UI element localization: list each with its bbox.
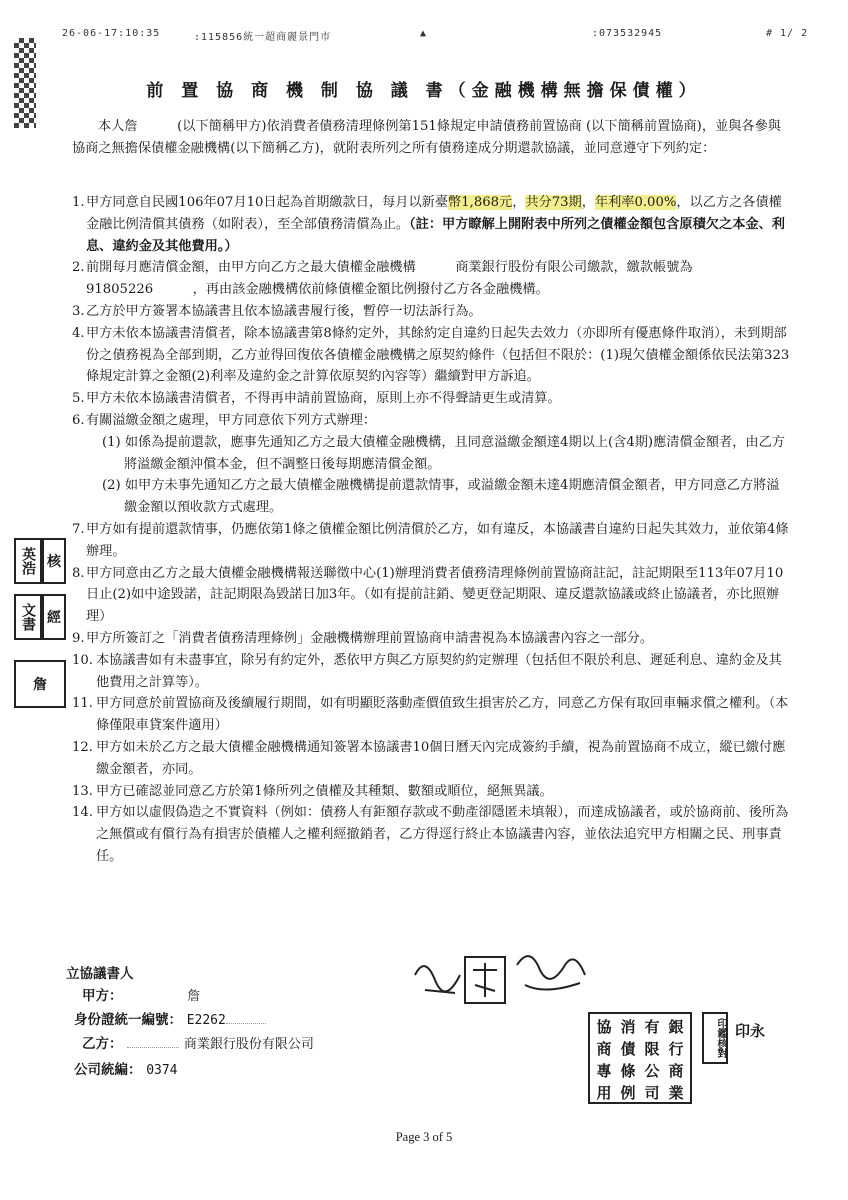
clause-number: 13.: [72, 783, 93, 799]
signature-heading: 立協議書人: [66, 966, 134, 982]
page-footer: Page 3 of 5: [395, 1130, 453, 1144]
seal-char: 公: [644, 1062, 660, 1080]
margin-stamp: 經: [42, 594, 66, 640]
verification-stamp: 印鑑核對: [702, 1012, 728, 1064]
clause-item: [72, 257, 790, 301]
id-row: [74, 1008, 266, 1028]
fax-sender: :115856統一超商麗景門市: [194, 32, 332, 43]
margin-stamps: [6, 538, 66, 718]
clause-number: 6.: [72, 412, 85, 428]
clause-item: [72, 781, 790, 803]
fax-number: :073532945: [592, 28, 663, 39]
seal-column: [664, 1016, 688, 1104]
clause-text: 甲方所簽訂之「消費者債務清理條例」金融機構辦理前置協商申請書視為本協議書內容之一部分。: [86, 630, 654, 646]
clause-number: 8.: [72, 565, 85, 581]
fax-timestamp: 26-06-17:10:35: [62, 28, 161, 39]
clause-item: [72, 628, 790, 650]
company-id-row: [74, 1058, 178, 1078]
clause-item: [72, 802, 790, 867]
margin-stamp: 詹: [14, 660, 66, 708]
clause-list: [72, 192, 790, 868]
handwritten-signature: [405, 935, 605, 1015]
highlight-rate: 年利率0.00%: [594, 195, 677, 210]
clause-text: 前開每月應清償金額，由甲方向乙方之最大債權金融機構 商業銀行股份有限公司繳款，繳款帳號為91805226 ，再由該金融機構依前條債權金額比例撥付乙方各金融機構。: [86, 260, 693, 298]
document-title: 前 置 協 商 機 制 協 議 書（金融機構無擔保債權）: [146, 81, 702, 101]
seal-char: 債: [620, 1040, 636, 1058]
clause-item: [72, 301, 790, 323]
clause-number: 7.: [72, 521, 85, 537]
company-id-label: 公司統編：: [74, 1062, 142, 1078]
clause-text: 甲方同意於前置協商及後續履行期間，如有明顯貶落動產價值致生損害於乙方，同意乙方保有取回車輛求償之權利。（本條僅限車貸案件適用）: [96, 696, 789, 734]
clause-item: [72, 563, 790, 628]
bank-seal-stamp: [588, 1012, 692, 1104]
clause-item: [72, 693, 790, 737]
clause-text: 甲方已確認並同意乙方於第1條所列之債權及其種類、數額或順位，絕無異議。: [96, 783, 553, 799]
clause-number: 14.: [72, 805, 93, 821]
party-a-label: 甲方：: [82, 988, 123, 1004]
clause-1-note: （註：甲方瞭解上開附表中所列之債權金額包含原積欠之本金、利息、違約金及其他費用。）: [86, 216, 785, 254]
party-b-value: 商業銀行股份有限公司: [183, 1037, 314, 1052]
clause-text: 甲方同意由乙方之最大債權金融機構報送聯徵中心(1)辦理消費者債務清理條例前置協商註記，註記期限至113年07月10日止(2)如中途毀諾，註記期限為毀諾日加3年。（如有提前註銷、變更登記期限、違反還款協議或終止協議者，亦比照辦理）: [86, 565, 784, 625]
seal-char: 行: [668, 1040, 684, 1058]
highlight-amount: 幣1,868元: [448, 195, 513, 210]
clause-6-subitem: (1) 如係為提前還款，應事先通知乙方之最大債權金融機構，且同意溢繳金額達4期以上(含4期)應清償金額者，由乙方將溢繳金額沖償本金，但不調整日後每期應清償金額。: [102, 434, 785, 472]
id-label: 身份證統一編號：: [74, 1012, 182, 1028]
margin-stamp: 英浩: [14, 538, 42, 584]
seal-char: 消: [620, 1018, 636, 1036]
seal-column: [616, 1016, 640, 1104]
clause-text: 甲方如以虛假偽造之不實資料（例如：債務人有鉅額存款或不動產卻隱匿未填報），而達成協議者，或於協商前、後所為之無償或有償行為有損害於債權人之權利經撤銷者，乙方得逕行終止本協議書內容，並依法追究甲方相關之民、刑事責任。: [96, 805, 789, 864]
fax-page: # 1/ 2: [766, 28, 809, 39]
clause-number: 2.: [72, 260, 85, 276]
seal-char: 銀: [668, 1018, 684, 1036]
clause-item: [72, 388, 790, 410]
seal-char: 條: [620, 1062, 636, 1080]
clause-number: 12.: [72, 739, 93, 755]
party-b-label: 乙方：: [82, 1036, 123, 1052]
clause-number: 11.: [72, 696, 93, 712]
clause-text: 有關溢繳金額之處理，甲方同意依下列方式辦理：: [86, 412, 377, 428]
clause-number: 3.: [72, 303, 85, 319]
seal-char: 限: [644, 1040, 660, 1058]
seal-char: 專: [596, 1062, 612, 1080]
clause-number: 9.: [72, 630, 85, 646]
clause-text: 甲方未依本協議書清償者，除本協議書第8條約定外，其餘約定自違約日起失去效力（亦即所有優惠條件取消），未到期部份之債務視為全部到期，乙方並得回復依各債權金融機構之原契約條件（包括但不限於：(1)現欠債權金額係依民法第323條規定計算之金額(2)利率及違約金之計算依原契約內容等）繼續對甲方訴追。: [86, 325, 790, 385]
seal-char: 司: [644, 1084, 660, 1102]
margin-stamp: 核: [42, 538, 66, 584]
seal-column: [592, 1016, 616, 1104]
clause-1-text: 甲方同意自民國106年07月10日起為首期繳款日，每月以新臺: [86, 195, 449, 210]
fax-header: [62, 28, 842, 44]
id-value: E2262: [186, 1013, 226, 1028]
clause-number: 10.: [72, 652, 93, 668]
seal-column: [640, 1016, 664, 1104]
seal-text: 印永: [735, 1022, 766, 1040]
clause-6-subitem: (2) 如甲方未事先通知乙方之最大債權金融機構提前還款情事，或溢繳金額未達4期應清償金額者，甲方同意乙方將溢繳金額以預收款方式處理。: [102, 478, 780, 516]
clause-item: [72, 519, 790, 563]
clause-item: [72, 323, 790, 388]
clause-1-text-post: ，以乙方之各債權金融比例清償其債務（如附表），至全部債務清償為止。: [86, 195, 782, 232]
clause-number: 5.: [72, 391, 85, 407]
seal-char: 有: [644, 1018, 660, 1036]
seal-char: 例: [620, 1084, 636, 1102]
fax-marker-icon: ▲: [420, 28, 428, 39]
clause-item: [72, 737, 790, 781]
clause-number: 4.: [72, 325, 85, 341]
clause-text: 甲方如有提前還款情事，仍應依第1條之債權金額比例清償於乙方，如有違反，本協議書自違約日起失其效力，並依第4條辦理。: [86, 521, 789, 559]
seal-char: 商: [668, 1062, 684, 1080]
clause-text: 乙方於甲方簽署本協議書且依本協議書履行後，暫停一切法訴行為。: [86, 303, 482, 319]
seal-char: 商: [596, 1040, 612, 1058]
party-b-row: [82, 1032, 314, 1052]
seal-char: 協: [596, 1018, 612, 1036]
seal-char: 業: [668, 1084, 684, 1102]
intro-paragraph: 本人詹 (以下簡稱甲方)依消費者債務清理條例第151條規定申請債務前置協商 (以下簡稱前置協商)，並與各參與協商之無擔保債權金融機構(以下簡稱乙方)，就附表所列之所有債務達成分期還款協議，並同意遵守下列約定：: [72, 119, 781, 156]
seal-char: 用: [596, 1084, 612, 1102]
company-id-value: 0374: [146, 1063, 178, 1078]
margin-stamp: 文書: [14, 594, 42, 640]
clause-number: 1.: [72, 195, 85, 210]
clause-1: 1. 甲方同意自民國106年07月10日起為首期繳款日，每月以新臺幣1,868元，共分73期，年利率0.00%，以乙方之各債權金融比例清償其債務（如附表），至全部債務清償為止。（註：甲方瞭解上開附表中所列之債權金額包含原積欠之本金、利息、違約金及其他費用。）: [72, 192, 790, 257]
clause-text: 本協議書如有未盡事宜，除另有約定外，悉依甲方與乙方原契約約定辦理（包括但不限於利息、遲延利息、違約金及其他費用之計算等）。: [96, 652, 782, 690]
highlight-periods: 共分73期: [525, 195, 582, 210]
clause-text: 甲方未依本協議書清償者，不得再申請前置協商，原則上亦不得聲請更生或清算。: [86, 391, 561, 407]
clause-item: [72, 650, 790, 694]
party-a-row: [82, 984, 200, 1004]
clause-text: 甲方如未於乙方之最大債權金融機構通知簽署本協議書10個日曆天內完成簽約手續，視為前置協商不成立，縱已繳付應繳金額者，亦同。: [96, 739, 786, 777]
clause-item: [72, 410, 790, 432]
party-a-value: 詹: [187, 989, 201, 1004]
